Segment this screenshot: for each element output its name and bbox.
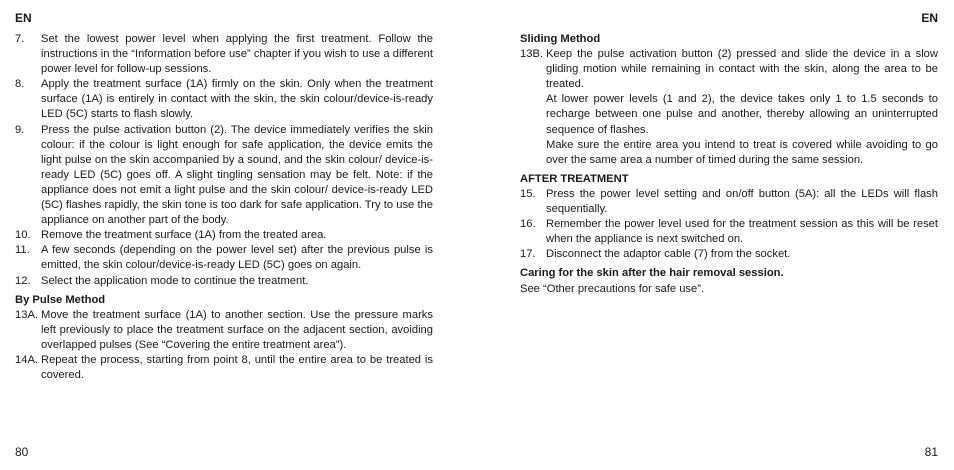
section-heading-pulse-method: By Pulse Method xyxy=(15,293,106,306)
item-number: 8. xyxy=(15,78,25,91)
item-text: Remove the treatment surface (1A) from the treated area. xyxy=(41,229,327,242)
list-item xyxy=(15,123,433,229)
item-text: Move the treatment surface (1A) to another section. Use the pressure marks left previously to place the treatment surface on the adjacent section, avoiding overlapped pulses (See “Covering the entire treatment area”). xyxy=(41,308,433,351)
item-number: 14A. xyxy=(15,353,39,366)
page-number-left: 80 xyxy=(15,445,29,459)
item-number: 7. xyxy=(15,33,25,45)
language-label-left: EN xyxy=(15,11,32,25)
paragraph: See “Other precautions for safe use”. xyxy=(520,282,705,295)
list-item xyxy=(15,274,433,289)
paragraph: Make sure the entire area you intend to treat is covered while avoiding to go over the same area a number of timed during the same session. xyxy=(546,138,938,166)
item-text: Press the power level setting and on/off button (5A): all the LEDs will flash sequentially. xyxy=(546,187,938,216)
list-item xyxy=(15,353,433,383)
item-text: Select the application mode to continue the treatment. xyxy=(41,274,309,287)
list-item xyxy=(520,47,938,92)
item-text: Apply the treatment surface (1A) firmly on the skin. Only when the treatment surface (1A) is entirely in contact with the skin, the skin colour/device-is-ready LED (5C) starts to flash slowly. xyxy=(41,78,433,121)
list-item xyxy=(15,77,433,122)
item-text: Remember the power level used for the treatment session as this will be reset when the appliance is next switched on. xyxy=(546,218,938,246)
item-text: Press the pulse activation button (2). The device immediately verifies the skin colour: if the colour is light enough for safe application, the device emits the light pulse on the skin accompanied by a sound, and the skin colour/ device-is-ready LED (5C) goes off. A slight tingling sensation may be felt. Note: if the appliance does not emit a light pulse and the skin colour/ device-is-ready LED (5C) flashes rapidly, the skin tone is too dark for safe application. Try to use the appliance on another part of the body. xyxy=(41,123,433,227)
page-number-right: 81 xyxy=(924,445,938,459)
item-number: 13B. xyxy=(520,48,544,61)
list-item xyxy=(520,217,938,247)
item-number: 9. xyxy=(15,123,25,136)
language-label-right: EN xyxy=(921,11,938,25)
item-number: 17. xyxy=(520,248,536,261)
section-heading-after-treatment: AFTER TREATMENT xyxy=(520,172,629,185)
item-number: 11. xyxy=(15,244,30,257)
item-number: 12. xyxy=(15,274,31,287)
item-text: Set the lowest power level when applying the first treatment. Follow the instructions in the “Information before use” chapter if you wish to use a different power level for follow-up sessions. xyxy=(41,33,433,76)
item-number: 13A. xyxy=(15,308,39,321)
item-text: Disconnect the adaptor cable (7) from the socket. xyxy=(546,248,791,261)
paragraph: At lower power levels (1 and 2), the device takes only 1 to 1.5 seconds to recharge between one pulse and another, thereby allowing an uninterrupted sequence of flashes. xyxy=(546,93,938,136)
item-number: 15. xyxy=(520,187,536,200)
section-heading-skin-care: Caring for the skin after the hair removal session. xyxy=(520,267,784,280)
item-number: 10. xyxy=(15,229,31,242)
left-page-column xyxy=(15,32,433,383)
list-item xyxy=(520,187,938,217)
list-item xyxy=(15,32,433,77)
list-item xyxy=(15,243,433,273)
list-item xyxy=(520,247,938,262)
item-text: Keep the pulse activation button (2) pressed and slide the device in a slow gliding motion while remaining in contact with the skin, along the area to be treated. xyxy=(546,48,938,91)
section-heading-sliding-method: Sliding Method xyxy=(520,33,601,45)
list-item xyxy=(15,228,433,243)
list-item xyxy=(15,308,433,353)
item-text: A few seconds (depending on the power level set) after the previous pulse is emitted, the skin colour/device-is-ready LED (5C) goes on again. xyxy=(41,244,433,272)
right-page-column xyxy=(520,32,938,297)
item-text: Repeat the process, starting from point 8, until the entire area to be treated is covered. xyxy=(41,353,433,382)
item-number: 16. xyxy=(520,218,536,231)
